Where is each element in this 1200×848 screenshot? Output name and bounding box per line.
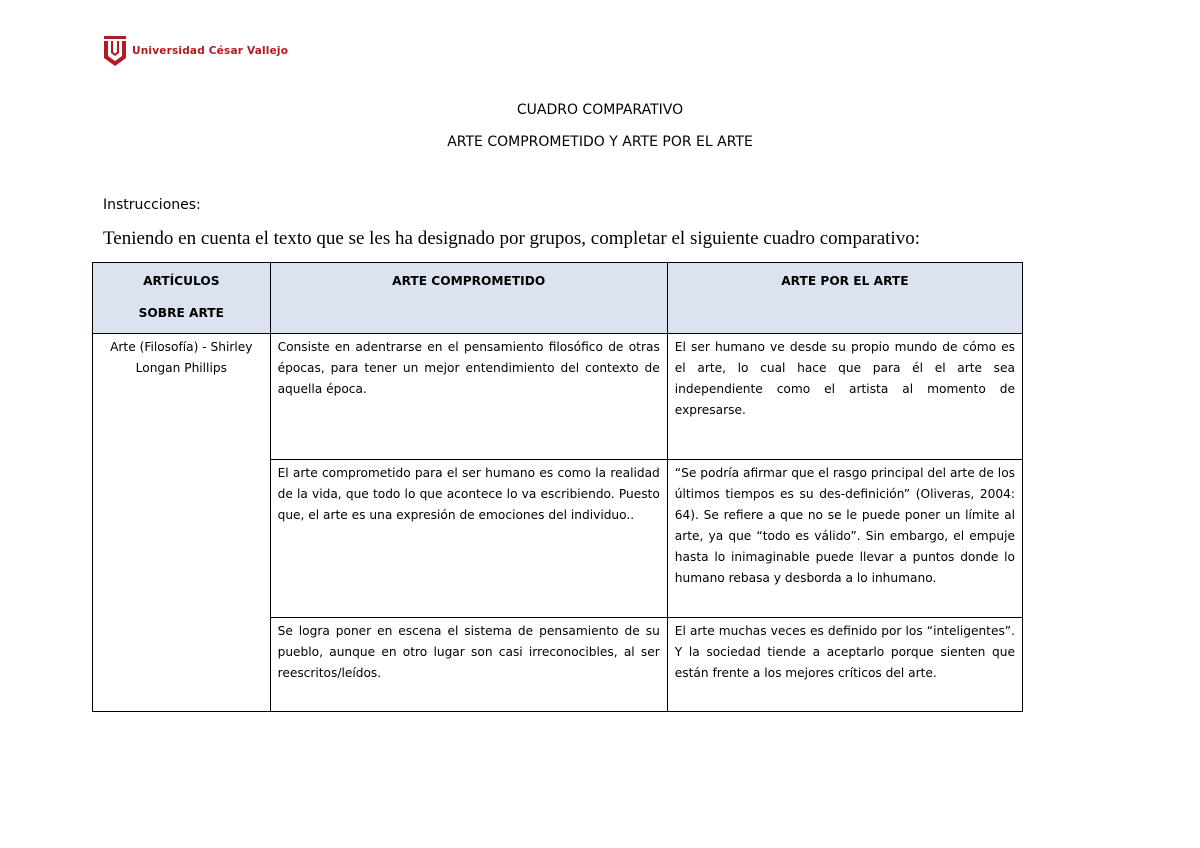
table-header-row (93, 263, 1023, 334)
header-arte-por-el-arte-label: ARTE POR EL ARTE (781, 274, 909, 288)
comparison-table (92, 262, 1023, 712)
header-arte-comprometido (270, 263, 667, 334)
por-el-arte-cell: El ser humano ve desde su propio mundo de cómo es el arte, lo cual hace que para él el arte sea independiente como el artista al momento de expresarse. (667, 334, 1022, 460)
header-arte-por-el-arte (667, 263, 1022, 334)
comprometido-cell: Consiste en adentrarse en el pensamiento filosófico de otras épocas, para tener un mejor entendimiento del contexto de aquella época. (270, 334, 667, 460)
page-title: CUADRO COMPARATIVO (516, 102, 684, 118)
por-el-arte-cell: “Se podría afirmar que el rasgo principal del arte de los últimos tiempos es su des-definición” (Oliveras, 2004: 64). Se refiere a que no se le puede poner un límite al arte, ya que “todo es válido”. Sin embargo, el empuje hasta lo inimaginable puede llevar a puntos donde lo humano rebasa y desborda a lo inhumano. (667, 460, 1022, 618)
article-cell: Arte (Filosofía) - Shirley Longan Phillips (93, 334, 271, 712)
header-articles-line2: SOBRE ARTE (138, 306, 224, 320)
comprometido-cell: Se logra poner en escena el sistema de pensamiento de su pueblo, aunque en otro lugar son casi irreconocibles, al ser reescritos/leídos. (270, 618, 667, 712)
instructions-text: Teniendo en cuenta el texto que se les ha designado por grupos, completar el siguiente cuadro comparativo: (103, 228, 920, 249)
page-subtitle: ARTE COMPROMETIDO Y ARTE POR EL ARTE (447, 134, 753, 150)
comprometido-cell: El arte comprometido para el ser humano es como la realidad de la vida, que todo lo que acontece lo va escribiendo. Puesto que, el arte es una expresión de emociones del individuo.. (270, 460, 667, 618)
ucv-emblem-icon (104, 36, 126, 66)
header-arte-comprometido-label: ARTE COMPROMETIDO (392, 274, 546, 288)
header-articles-line1: ARTÍCULOS (143, 274, 220, 288)
por-el-arte-cell: El arte muchas veces es definido por los “inteligentes”. Y la sociedad tiende a aceptarlo porque sienten que están frente a los mejores críticos del arte. (667, 618, 1022, 712)
header-articles (93, 263, 271, 334)
university-logo (104, 36, 288, 66)
table-row (93, 334, 1023, 460)
instructions-label: Instrucciones: (103, 197, 201, 213)
logo-text: Universidad César Vallejo (132, 45, 289, 57)
